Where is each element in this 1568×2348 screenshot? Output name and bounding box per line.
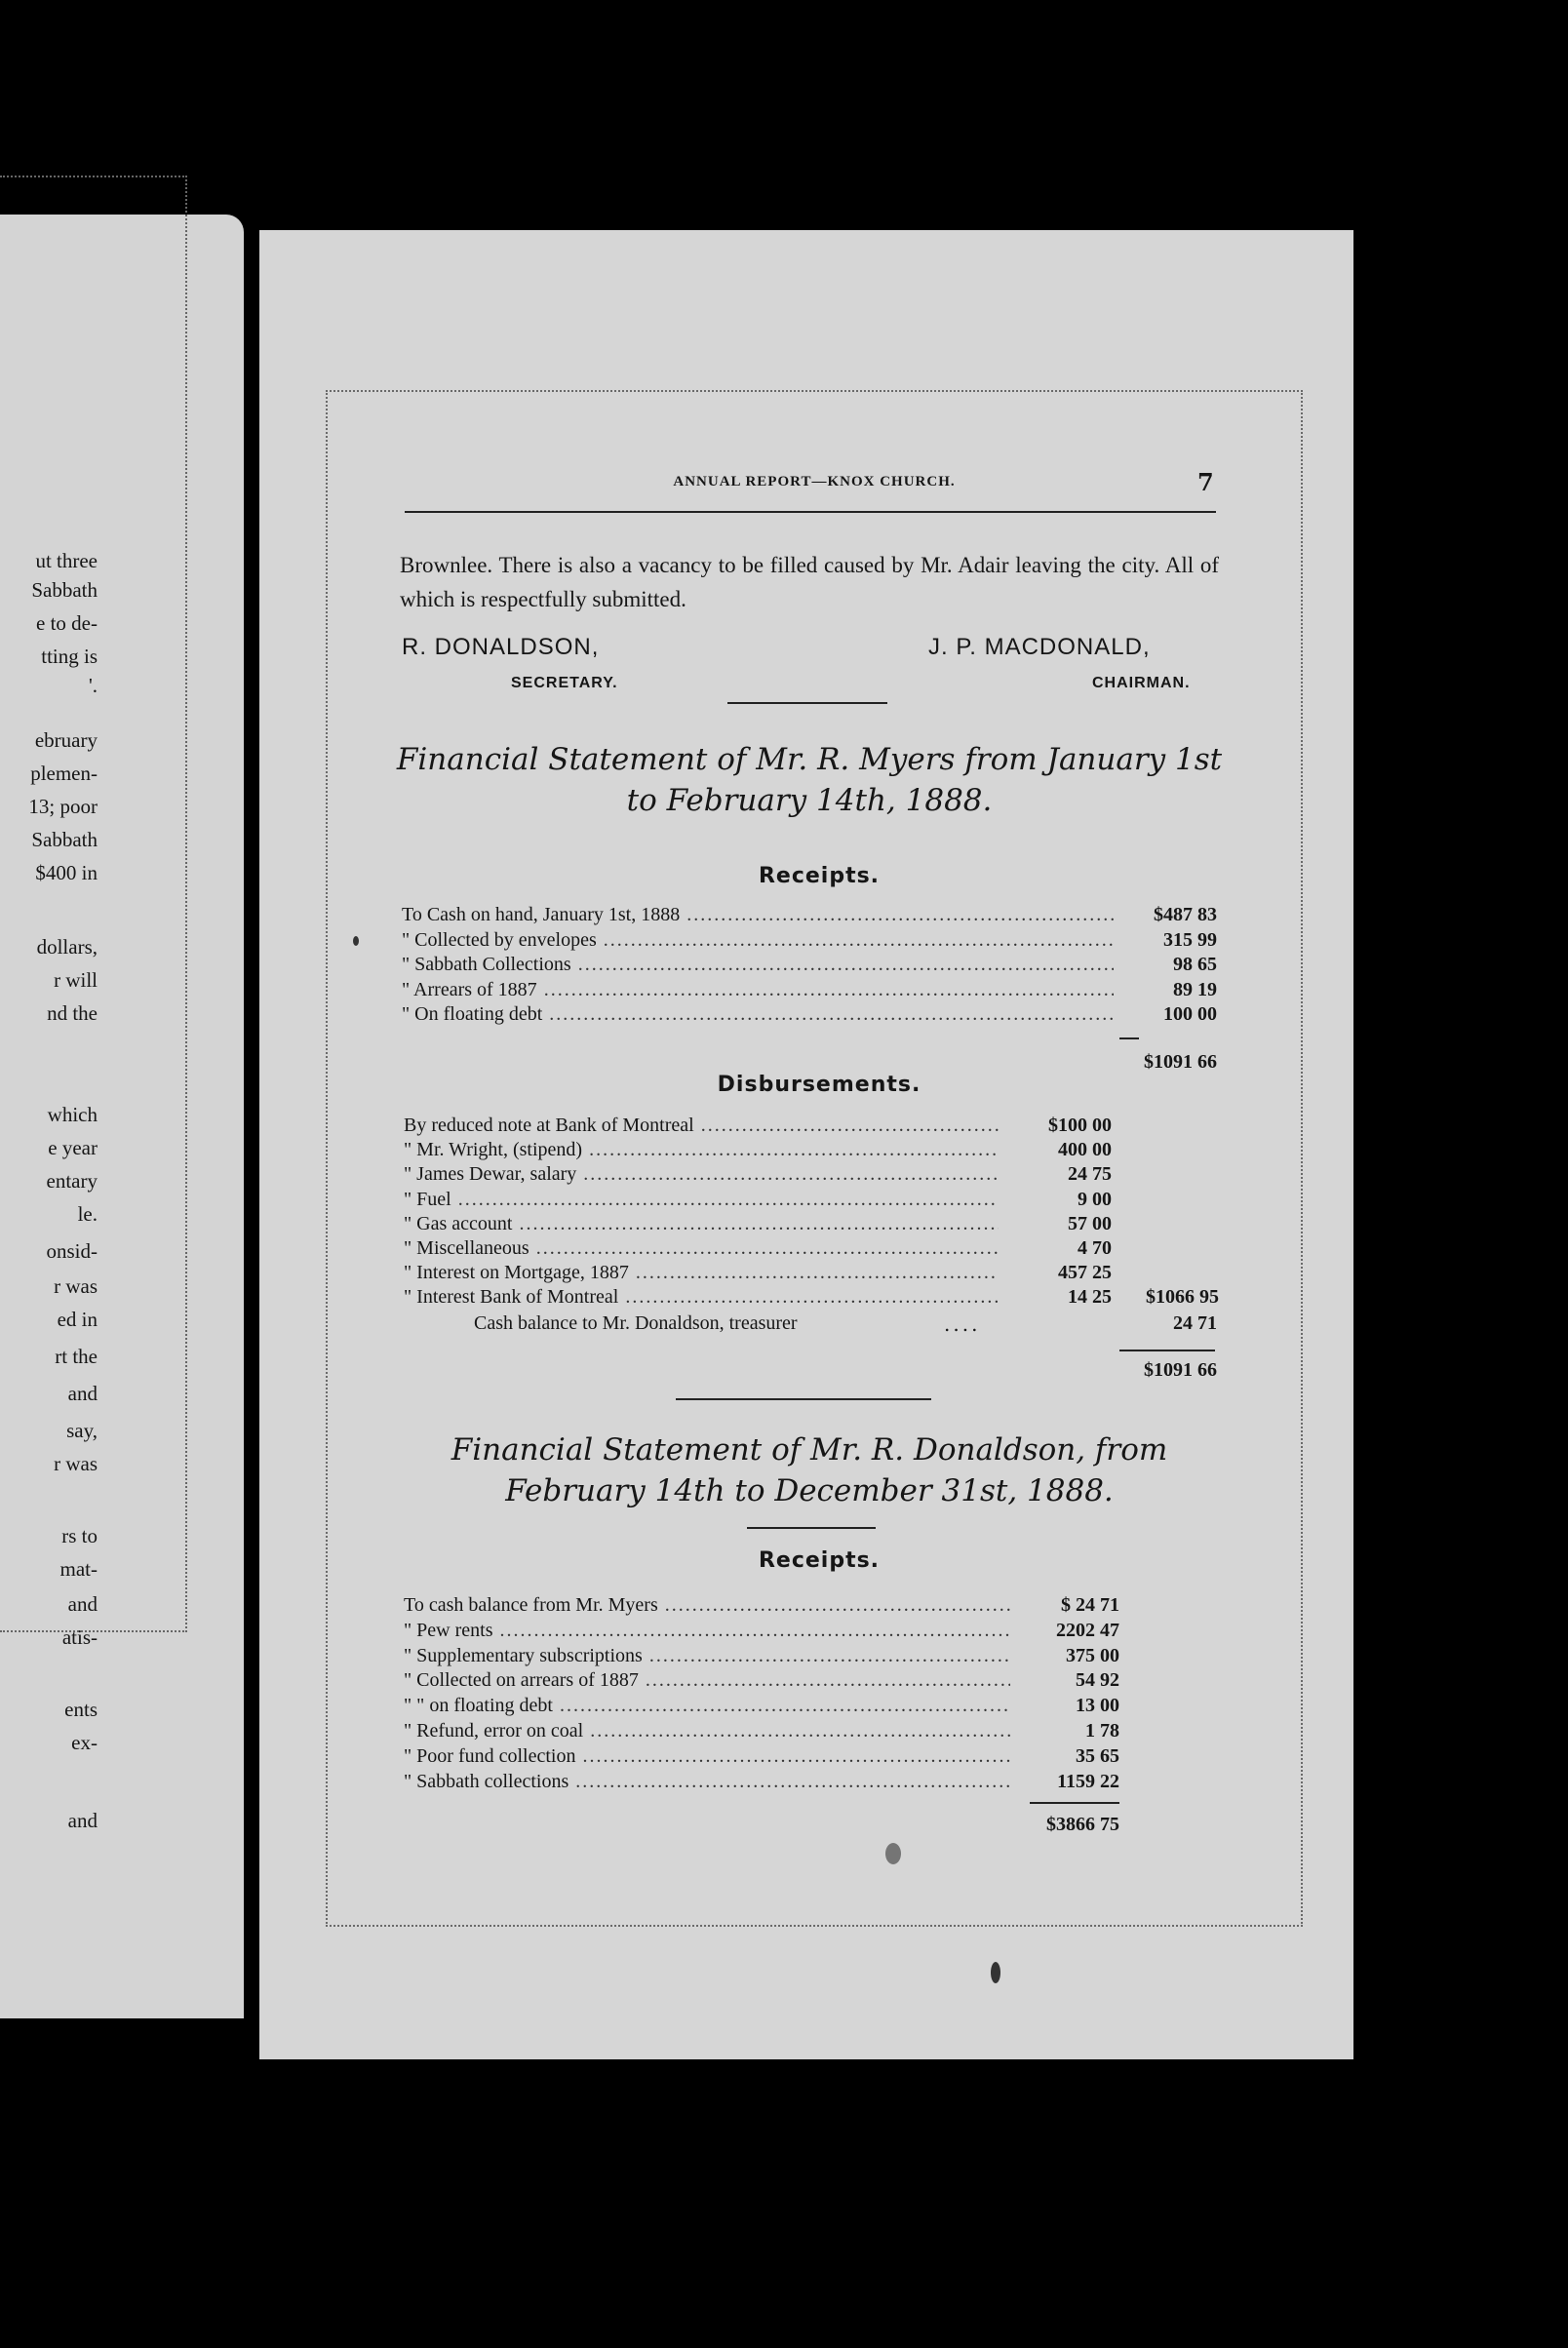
left-page-fragment: rs to [61,1524,98,1547]
disbursement-row-label: " James Dewar, salary ..... [404,1162,999,1187]
left-page-fragment: say, [66,1419,98,1442]
receipt-row-amount: 100 00 [1163,1003,1217,1026]
left-page-fragment: r was [54,1452,98,1475]
left-page-fragment: and [67,1809,98,1832]
ink-smudge [885,1843,901,1864]
left-page-fragment: le. [77,1202,98,1226]
left-page-frame [0,176,187,1632]
receipt-row [404,1668,1125,1693]
ink-smudge [991,1962,1000,1983]
disbursement-row-amount: 400 00 [1058,1139,1112,1161]
receipts-underline [1119,1037,1139,1039]
receipt-row [404,1719,1125,1743]
running-title: ANNUAL REPORT—KNOX CHURCH. [673,474,956,489]
cash-balance-label: Cash balance to Mr. Donaldson, treasurer [474,1312,798,1334]
statement1-receipts-total: $1091 66 [1144,1051,1217,1073]
disbursement-row-label: " Interest on Mortgage, 1887 ..... [404,1261,999,1285]
disbursement-row-label: " Fuel ..... [404,1188,999,1212]
left-page-fragment: ents [64,1698,98,1721]
disbursement-row-amount: 57 00 [1068,1212,1112,1234]
disbursement-row-amount: $100 00 [1048,1115,1112,1136]
receipt-row-amount: $487 83 [1154,904,1217,925]
disbursement-row-amount: 457 25 [1058,1262,1112,1284]
receipt-row [402,1002,1221,1027]
disbursement-row [404,1285,1223,1310]
left-page-fragment: rt the [55,1345,98,1368]
receipt-row-label: " Pew rents ..... [404,1619,1010,1643]
receipt-row [404,1744,1125,1769]
left-page-fragment: Sabbath [31,828,98,851]
disbursement-row-amount: 9 00 [1078,1188,1112,1210]
receipt-row-amount: 2202 47 [1056,1619,1119,1641]
receipt-row [404,1593,1125,1618]
left-page-fragment: onsid- [46,1239,98,1263]
receipt-row-amount: 35 65 [1076,1744,1119,1767]
disbursement-row-label: By reduced note at Bank of Montreal ..... [404,1114,999,1138]
disbursement-row-label: " Miscellaneous ..... [404,1236,999,1261]
left-page-fragment: r was [54,1274,98,1298]
statement2-receipts-title: Receipts. [758,1548,881,1573]
statement2-heading: Financial Statement of Mr. R. Donaldson, from February 14th to December 31st, 1888. [451,1432,1168,1508]
receipt-row-label: " On floating debt ..... [402,1002,1114,1027]
ink-smudge [353,936,359,946]
left-page-fragment: dollars, [36,935,98,959]
disbursement-row [404,1188,1223,1212]
receipt-row [402,903,1221,927]
disbursement-row [404,1162,1223,1187]
left-page-fragment: entary [46,1169,98,1193]
disbursement-row [404,1114,1223,1138]
statement1-disbursements-total: $1091 66 [1144,1359,1217,1381]
separator-rule [727,702,887,704]
left-page-fragment: $400 in [35,861,98,884]
disbursement-row-subtotal: $1066 95 [1146,1286,1219,1309]
receipt-row-label: " Collected by envelopes ..... [402,928,1114,953]
left-page-fragment: plemen- [30,762,98,785]
receipt-row [402,978,1221,1002]
disbursement-row [404,1236,1223,1261]
left-page-fragment: ex- [71,1731,98,1754]
receipt-row-amount: 1159 22 [1057,1770,1119,1792]
receipt-row-label: " Sabbath Collections ..... [402,953,1114,977]
left-page-fragment: atis- [61,1625,98,1649]
receipt-row-label: " " on floating debt ..... [404,1694,1010,1718]
receipt-row-label: " Collected on arrears of 1887 ..... [404,1668,1010,1693]
left-page-fragment: Sabbath [31,578,98,602]
left-page-fragment: ut three [35,549,98,572]
disbursement-row-amount: 14 25 [1068,1286,1112,1309]
chairman-title: CHAIRMAN. [1092,675,1191,691]
receipt-row-amount: 54 92 [1076,1669,1119,1692]
receipt-row [404,1619,1125,1643]
receipt-row-amount: 1 78 [1085,1720,1119,1741]
left-page-fragment: e year [48,1136,98,1159]
header-rule [405,511,1216,513]
secretary-name: R. DONALDSON, [402,634,600,660]
disbursement-row [404,1261,1223,1285]
disbursement-row [404,1138,1223,1162]
left-page-fragment: and [67,1382,98,1405]
disbursement-row-amount: 24 75 [1068,1163,1112,1186]
intro-paragraph: Brownlee. There is also a vacancy to be filled caused by Mr. Adair leaving the city. All of which is respectfully submitted. [400,553,1219,611]
left-page-fragment: tting is [41,645,98,668]
receipt-row-amount: 375 00 [1066,1644,1119,1666]
receipt-row-label: To Cash on hand, January 1st, 1888 ..... [402,903,1114,927]
left-page-fragment: which [47,1103,98,1126]
receipt-row-amount: 13 00 [1076,1695,1119,1717]
cash-balance-amount: 24 71 [1173,1312,1217,1334]
statement-separator [676,1398,931,1400]
receipt-row-label: " Sabbath collections ..... [404,1770,1010,1794]
left-page-fragment: nd the [47,1001,98,1025]
disbursement-row [404,1212,1223,1236]
receipt-row-label: " Arrears of 1887 ..... [402,978,1114,1002]
statement1-receipts-title: Receipts. [758,864,881,888]
left-page-fragment: and [67,1592,98,1616]
secretary-title: SECRETARY. [511,675,618,691]
page-number: 7 [1197,468,1214,496]
left-page-fragment: mat- [59,1557,98,1581]
receipt-row-label: To cash balance from Mr. Myers ..... [404,1593,1010,1618]
cash-balance-dots: .... [944,1312,981,1336]
receipt-row-amount: 98 65 [1173,954,1217,976]
statement2-underline [1030,1802,1119,1804]
receipt-row [402,928,1221,953]
receipt-row-label: " Poor fund collection ..... [404,1744,1010,1769]
receipt-row [404,1770,1125,1794]
statement1-disbursements-title: Disbursements. [717,1073,921,1097]
left-page-fragment: 13; poor [28,795,98,818]
left-page-fragment: '. [88,674,98,697]
receipt-row-amount: 315 99 [1163,928,1217,951]
receipt-row [404,1694,1125,1718]
left-page-fragment: r will [54,968,98,992]
left-page-fragment: e to de- [36,611,98,635]
disbursement-row-label: " Mr. Wright, (stipend) ..... [404,1138,999,1162]
receipt-row [404,1644,1125,1668]
receipt-row-amount: 89 19 [1173,978,1217,1000]
disbursement-row-label: " Gas account ..... [404,1212,999,1236]
left-page-fragment: ebruary [34,728,98,752]
disbursements-underline [1119,1350,1215,1351]
left-page-fragment: ed in [57,1308,98,1331]
receipt-row-amount: $ 24 71 [1061,1594,1119,1616]
statement1-heading: Financial Statement of Mr. R. Myers from January 1st to February 14th, 1888. [396,742,1223,818]
chairman-name: J. P. MACDONALD, [928,634,1151,660]
receipt-row-label: " Refund, error on coal ..... [404,1719,1010,1743]
statement2-rule [747,1527,876,1529]
statement2-receipts-total: $3866 75 [1046,1814,1119,1835]
receipt-row-label: " Supplementary subscriptions ..... [404,1644,1010,1668]
disbursement-row-amount: 4 70 [1078,1237,1112,1259]
receipt-row [402,953,1221,977]
disbursement-row-label: " Interest Bank of Montreal ..... [404,1285,999,1310]
